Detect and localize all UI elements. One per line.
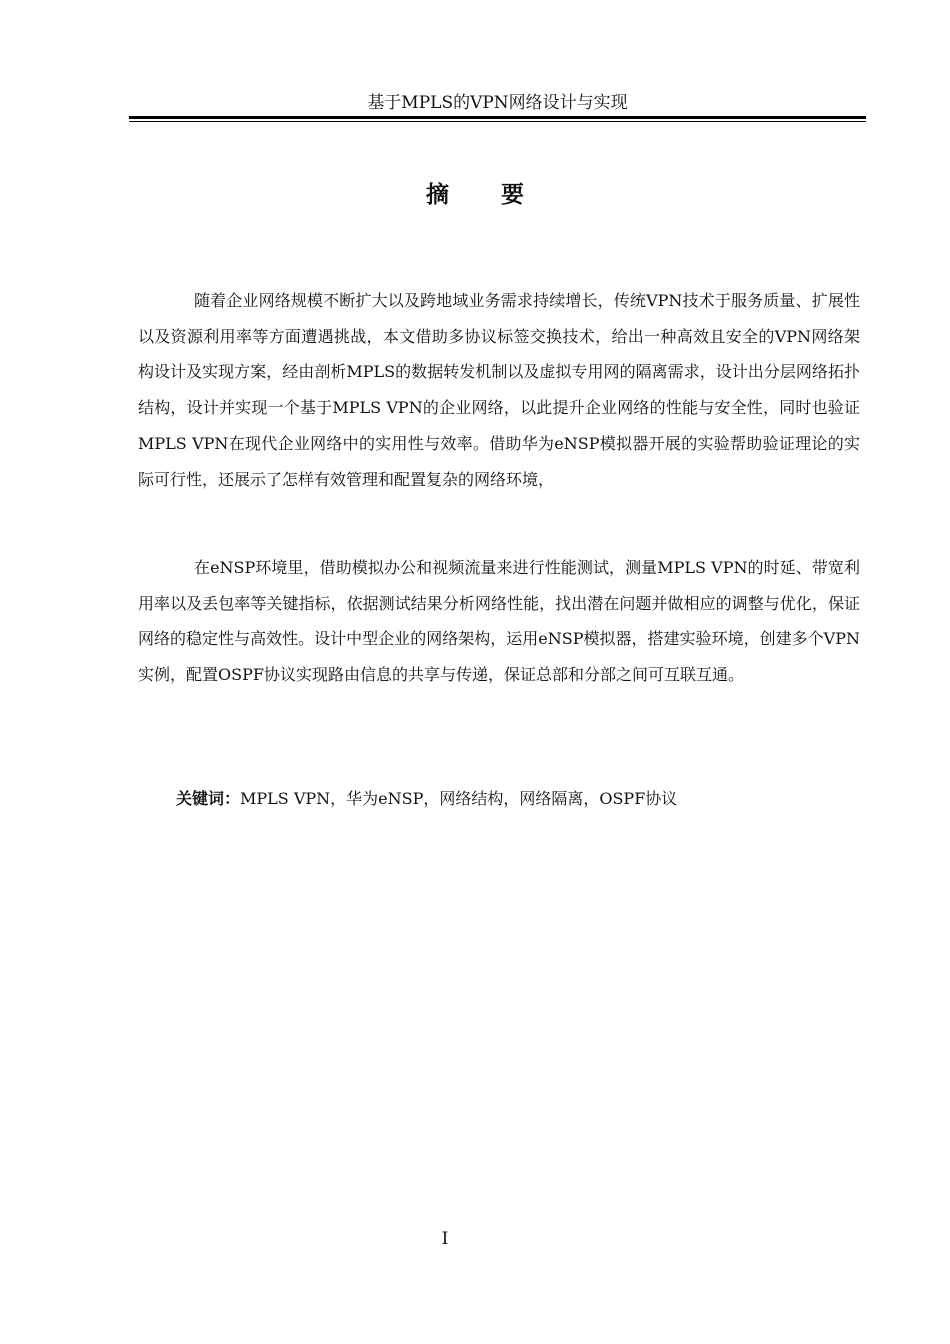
header-rule-thin (129, 121, 866, 122)
abstract-paragraph-2: 在eNSP环境里，借助模拟办公和视频流量来进行性能测试，测量MPLS VPN的时延、带宽利用率以及丢包率等关键指标，依据测试结果分析网络性能，找出潜在问题并做相应的调整与优化，保证网络的稳定性与高效性。设计中型企业的网络架构，运用eNSP模拟器，搭建实验环境，创建多个VPN实例，配置OSPF协议实现路由信息的共享与传递，保证总部和分部之间可互联互通。 (138, 558, 860, 685)
header-rule-thick (129, 116, 866, 119)
keywords-text: MPLS VPN，华为eNSP，网络结构，网络隔离，OSPF协议 (240, 789, 678, 808)
abstract-title: 摘 要 (425, 182, 546, 208)
running-header-title: 基于MPLS的VPN网络设计与实现 (367, 93, 628, 113)
keywords-label: 关键词： (176, 789, 241, 808)
abstract-paragraph-1: 随着企业网络规模不断扩大以及跨地域业务需求持续增长，传统VPN技术于服务质量、扩展性以及资源利用率等方面遭遇挑战，本文借助多协议标签交换技术，给出一种高效且安全的VPN网络架构设计及实现方案，经由剖析MPLS的数据转发机制以及虚拟专用网的隔离需求，设计出分层网络拓扑结构，设计并实现一个基于MPLS VPN的企业网络，以此提升企业网络的性能与安全性，同时也验证MPLS VPN在现代企业网络中的实用性与效率。借助华为eNSP模拟器开展的实验帮助验证理论的实际可行性，还展示了怎样有效管理和配置复杂的网络环境， (138, 291, 860, 489)
page-number: I (441, 1229, 449, 1249)
keywords-line (176, 788, 677, 810)
